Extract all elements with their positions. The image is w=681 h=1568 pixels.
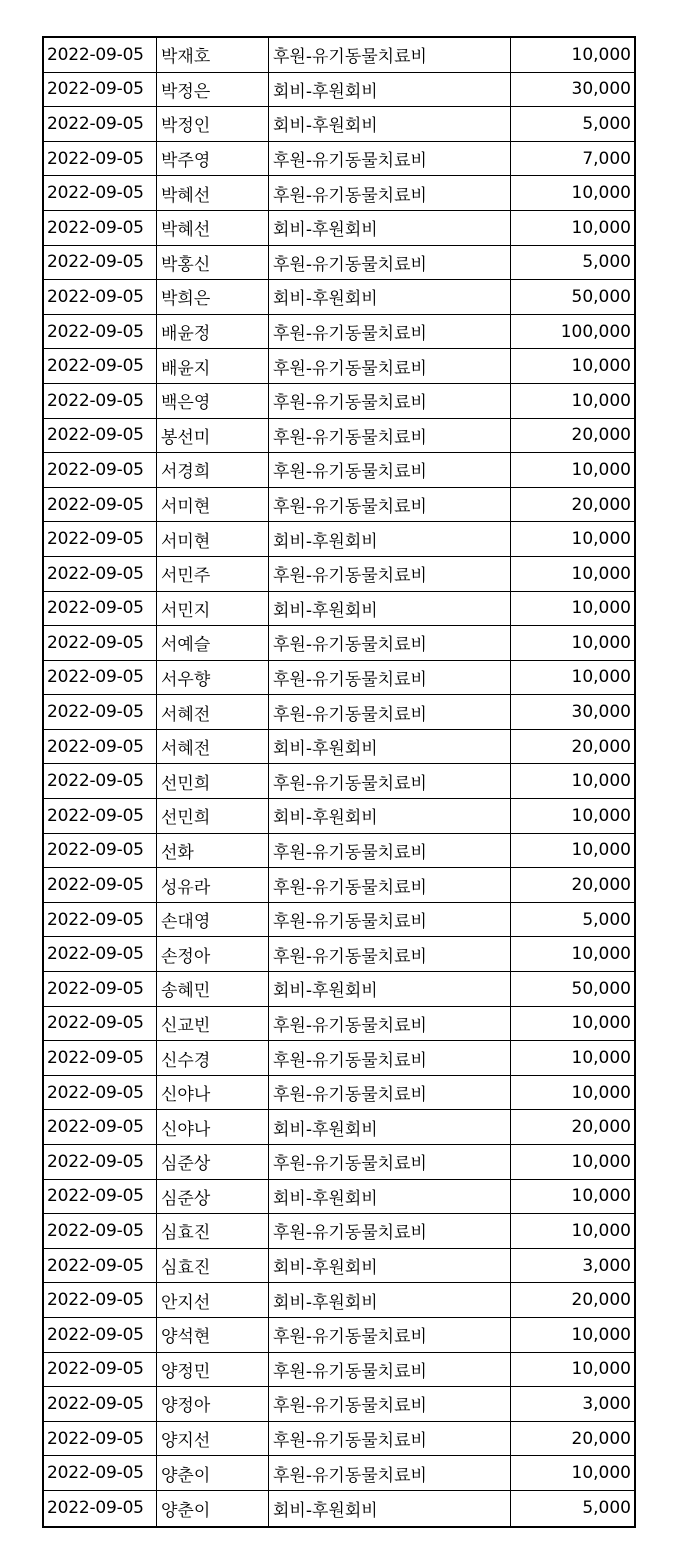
donor-name-cell: 안지선 <box>157 1283 269 1317</box>
date-cell: 2022-09-05 <box>44 1249 157 1283</box>
category-cell: 회비-후원회비 <box>269 1491 511 1526</box>
donor-name-cell: 심준상 <box>157 1145 269 1179</box>
date-cell: 2022-09-05 <box>44 937 157 971</box>
amount-cell: 10,000 <box>571 563 631 584</box>
amount-cell: 20,000 <box>571 1428 631 1449</box>
donor-name-cell: 서미현 <box>157 522 269 556</box>
category-cell: 후원-유기동물치료비 <box>269 384 511 418</box>
date-cell: 2022-09-05 <box>44 349 157 383</box>
category-cell: 후원-유기동물치료비 <box>269 626 511 660</box>
category-cell: 회비-후원회비 <box>269 1249 511 1283</box>
amount-cell: 10,000 <box>571 1324 631 1345</box>
table-row <box>44 1145 634 1180</box>
table-row <box>44 142 634 177</box>
category-cell: 후원-유기동물치료비 <box>269 903 511 937</box>
table-row <box>44 592 634 627</box>
category-cell: 회비-후원회비 <box>269 972 511 1006</box>
donor-name-cell: 양석현 <box>157 1318 269 1352</box>
donor-name-cell: 박정은 <box>157 73 269 107</box>
amount-cell: 7,000 <box>582 148 631 169</box>
table-row <box>44 280 634 315</box>
donor-name-cell: 박재호 <box>157 38 269 72</box>
amount-cell: 10,000 <box>571 1151 631 1172</box>
date-cell: 2022-09-05 <box>44 764 157 798</box>
amount-cell: 10,000 <box>571 1220 631 1241</box>
date-cell: 2022-09-05 <box>44 1145 157 1179</box>
donor-name-cell: 봉선미 <box>157 419 269 453</box>
amount-cell: 5,000 <box>582 1498 631 1519</box>
amount-cell: 50,000 <box>571 978 631 999</box>
date-cell: 2022-09-05 <box>44 384 157 418</box>
category-cell: 후원-유기동물치료비 <box>269 453 511 487</box>
amount-cell: 10,000 <box>571 1013 631 1034</box>
category-cell: 회비-후원회비 <box>269 799 511 833</box>
date-cell: 2022-09-05 <box>44 1076 157 1110</box>
donor-name-cell: 양지선 <box>157 1422 269 1456</box>
amount-cell: 30,000 <box>571 79 631 100</box>
amount-cell: 10,000 <box>571 944 631 965</box>
donor-name-cell: 서민지 <box>157 592 269 626</box>
donor-name-cell: 손대영 <box>157 903 269 937</box>
table-row <box>44 626 634 661</box>
amount-cell: 10,000 <box>571 667 631 688</box>
category-cell: 후원-유기동물치료비 <box>269 557 511 591</box>
amount-cell: 5,000 <box>582 909 631 930</box>
category-cell: 회비-후원회비 <box>269 730 511 764</box>
amount-cell: 10,000 <box>571 805 631 826</box>
category-cell: 회비-후원회비 <box>269 1180 511 1214</box>
date-cell: 2022-09-05 <box>44 280 157 314</box>
donor-name-cell: 서예슬 <box>157 626 269 660</box>
table-row <box>44 730 634 765</box>
date-cell: 2022-09-05 <box>44 73 157 107</box>
category-cell: 후원-유기동물치료비 <box>269 315 511 349</box>
table-row <box>44 1283 634 1318</box>
date-cell: 2022-09-05 <box>44 695 157 729</box>
donor-name-cell: 박희은 <box>157 280 269 314</box>
donor-name-cell: 신야나 <box>157 1076 269 1110</box>
donor-name-cell: 심효진 <box>157 1249 269 1283</box>
table-row <box>44 1249 634 1284</box>
donor-name-cell: 박홍신 <box>157 246 269 280</box>
table-row <box>44 1353 634 1388</box>
table-row <box>44 176 634 211</box>
donor-name-cell: 손정아 <box>157 937 269 971</box>
date-cell: 2022-09-05 <box>44 661 157 695</box>
donor-name-cell: 백은영 <box>157 384 269 418</box>
donor-name-cell: 성유라 <box>157 868 269 902</box>
table-row <box>44 903 634 938</box>
category-cell: 후원-유기동물치료비 <box>269 142 511 176</box>
table-row <box>44 799 634 834</box>
table-row <box>44 453 634 488</box>
donor-name-cell: 선민희 <box>157 764 269 798</box>
category-cell: 후원-유기동물치료비 <box>269 176 511 210</box>
table-row <box>44 349 634 384</box>
table-row <box>44 695 634 730</box>
table-row <box>44 246 634 281</box>
date-cell: 2022-09-05 <box>44 868 157 902</box>
date-cell: 2022-09-05 <box>44 799 157 833</box>
table-row <box>44 384 634 419</box>
table-row <box>44 1422 634 1457</box>
donor-name-cell: 양정민 <box>157 1353 269 1387</box>
amount-cell: 30,000 <box>571 702 631 723</box>
donor-name-cell: 서미현 <box>157 488 269 522</box>
table-row <box>44 488 634 523</box>
category-cell: 후원-유기동물치료비 <box>269 349 511 383</box>
category-cell: 후원-유기동물치료비 <box>269 1007 511 1041</box>
donor-name-cell: 배윤지 <box>157 349 269 383</box>
table-row <box>44 1387 634 1422</box>
date-cell: 2022-09-05 <box>44 1387 157 1421</box>
amount-cell: 50,000 <box>571 286 631 307</box>
date-cell: 2022-09-05 <box>44 557 157 591</box>
date-cell: 2022-09-05 <box>44 730 157 764</box>
table-row <box>44 834 634 869</box>
table-row <box>44 1110 634 1145</box>
category-cell: 후원-유기동물치료비 <box>269 1318 511 1352</box>
table-row <box>44 1076 634 1111</box>
date-cell: 2022-09-05 <box>44 1214 157 1248</box>
table-row <box>44 315 634 350</box>
date-cell: 2022-09-05 <box>44 834 157 868</box>
date-cell: 2022-09-05 <box>44 1007 157 1041</box>
date-cell: 2022-09-05 <box>44 419 157 453</box>
table-row <box>44 661 634 696</box>
category-cell: 회비-후원회비 <box>269 211 511 245</box>
donor-name-cell: 양정아 <box>157 1387 269 1421</box>
category-cell: 후원-유기동물치료비 <box>269 695 511 729</box>
date-cell: 2022-09-05 <box>44 1283 157 1317</box>
date-cell: 2022-09-05 <box>44 453 157 487</box>
category-cell: 후원-유기동물치료비 <box>269 661 511 695</box>
amount-cell: 10,000 <box>571 598 631 619</box>
table-row <box>44 1318 634 1353</box>
date-cell: 2022-09-05 <box>44 176 157 210</box>
table-row <box>44 1180 634 1215</box>
category-cell: 회비-후원회비 <box>269 73 511 107</box>
category-cell: 후원-유기동물치료비 <box>269 1387 511 1421</box>
category-cell: 후원-유기동물치료비 <box>269 488 511 522</box>
amount-cell: 20,000 <box>571 1117 631 1138</box>
date-cell: 2022-09-05 <box>44 246 157 280</box>
table-row <box>44 211 634 246</box>
category-cell: 후원-유기동물치료비 <box>269 419 511 453</box>
category-cell: 후원-유기동물치료비 <box>269 868 511 902</box>
category-cell: 회비-후원회비 <box>269 1283 511 1317</box>
category-cell: 회비-후원회비 <box>269 1110 511 1144</box>
donor-name-cell: 박혜선 <box>157 176 269 210</box>
date-cell: 2022-09-05 <box>44 1422 157 1456</box>
date-cell: 2022-09-05 <box>44 1456 157 1490</box>
category-cell: 후원-유기동물치료비 <box>269 1145 511 1179</box>
date-cell: 2022-09-05 <box>44 1318 157 1352</box>
category-cell: 후원-유기동물치료비 <box>269 246 511 280</box>
donor-name-cell: 서혜전 <box>157 695 269 729</box>
date-cell: 2022-09-05 <box>44 38 157 72</box>
category-cell: 후원-유기동물치료비 <box>269 834 511 868</box>
date-cell: 2022-09-05 <box>44 1110 157 1144</box>
amount-cell: 10,000 <box>571 1186 631 1207</box>
donation-ledger-table <box>42 36 636 1528</box>
table-row <box>44 522 634 557</box>
amount-cell: 10,000 <box>571 1359 631 1380</box>
amount-cell: 10,000 <box>571 356 631 377</box>
amount-cell: 10,000 <box>571 390 631 411</box>
category-cell: 회비-후원회비 <box>269 280 511 314</box>
amount-cell: 20,000 <box>571 494 631 515</box>
category-cell: 회비-후원회비 <box>269 522 511 556</box>
donor-name-cell: 양춘이 <box>157 1491 269 1526</box>
donor-name-cell: 박혜선 <box>157 211 269 245</box>
category-cell: 후원-유기동물치료비 <box>269 937 511 971</box>
table-row <box>44 868 634 903</box>
category-cell: 후원-유기동물치료비 <box>269 1456 511 1490</box>
donor-name-cell: 신수경 <box>157 1041 269 1075</box>
amount-cell: 10,000 <box>571 771 631 792</box>
table-row <box>44 937 634 972</box>
donor-name-cell: 심효진 <box>157 1214 269 1248</box>
donor-name-cell: 서우향 <box>157 661 269 695</box>
amount-cell: 10,000 <box>571 44 631 65</box>
date-cell: 2022-09-05 <box>44 1041 157 1075</box>
date-cell: 2022-09-05 <box>44 626 157 660</box>
donor-name-cell: 양춘이 <box>157 1456 269 1490</box>
donor-name-cell: 서혜전 <box>157 730 269 764</box>
table-row <box>44 73 634 108</box>
date-cell: 2022-09-05 <box>44 142 157 176</box>
date-cell: 2022-09-05 <box>44 592 157 626</box>
category-cell: 회비-후원회비 <box>269 107 511 141</box>
table-row <box>44 1041 634 1076</box>
amount-cell: 20,000 <box>571 425 631 446</box>
amount-cell: 20,000 <box>571 736 631 757</box>
category-cell: 후원-유기동물치료비 <box>269 1041 511 1075</box>
date-cell: 2022-09-05 <box>44 107 157 141</box>
category-cell: 후원-유기동물치료비 <box>269 764 511 798</box>
date-cell: 2022-09-05 <box>44 315 157 349</box>
date-cell: 2022-09-05 <box>44 1353 157 1387</box>
table-row <box>44 1491 634 1526</box>
category-cell: 후원-유기동물치료비 <box>269 38 511 72</box>
amount-cell: 20,000 <box>571 875 631 896</box>
category-cell: 회비-후원회비 <box>269 592 511 626</box>
donor-name-cell: 박주영 <box>157 142 269 176</box>
table-row <box>44 107 634 142</box>
amount-cell: 10,000 <box>571 840 631 861</box>
amount-cell: 20,000 <box>571 1290 631 1311</box>
date-cell: 2022-09-05 <box>44 1491 157 1526</box>
amount-cell: 10,000 <box>571 632 631 653</box>
category-cell: 후원-유기동물치료비 <box>269 1353 511 1387</box>
amount-cell: 5,000 <box>582 252 631 273</box>
date-cell: 2022-09-05 <box>44 903 157 937</box>
amount-cell: 100,000 <box>560 321 631 342</box>
category-cell: 후원-유기동물치료비 <box>269 1076 511 1110</box>
amount-cell: 10,000 <box>571 1463 631 1484</box>
table-row <box>44 1456 634 1491</box>
amount-cell: 5,000 <box>582 113 631 134</box>
donor-name-cell: 신야나 <box>157 1110 269 1144</box>
table-row <box>44 1214 634 1249</box>
amount-cell: 10,000 <box>571 1048 631 1069</box>
category-cell: 후원-유기동물치료비 <box>269 1422 511 1456</box>
amount-cell: 10,000 <box>571 459 631 480</box>
donor-name-cell: 서민주 <box>157 557 269 591</box>
table-row <box>44 972 634 1007</box>
amount-cell: 3,000 <box>582 1255 631 1276</box>
date-cell: 2022-09-05 <box>44 488 157 522</box>
donor-name-cell: 선화 <box>157 834 269 868</box>
date-cell: 2022-09-05 <box>44 972 157 1006</box>
amount-cell: 10,000 <box>571 183 631 204</box>
donor-name-cell: 박정인 <box>157 107 269 141</box>
amount-cell: 10,000 <box>571 217 631 238</box>
table-row <box>44 419 634 454</box>
table-row <box>44 1007 634 1042</box>
table-row <box>44 38 634 73</box>
donor-name-cell: 선민희 <box>157 799 269 833</box>
donor-name-cell: 배윤정 <box>157 315 269 349</box>
amount-cell: 10,000 <box>571 529 631 550</box>
donor-name-cell: 송혜민 <box>157 972 269 1006</box>
table-row <box>44 557 634 592</box>
donor-name-cell: 신교빈 <box>157 1007 269 1041</box>
amount-cell: 3,000 <box>582 1393 631 1414</box>
donor-name-cell: 서경희 <box>157 453 269 487</box>
amount-cell: 10,000 <box>571 1082 631 1103</box>
date-cell: 2022-09-05 <box>44 1180 157 1214</box>
date-cell: 2022-09-05 <box>44 522 157 556</box>
date-cell: 2022-09-05 <box>44 211 157 245</box>
category-cell: 후원-유기동물치료비 <box>269 1214 511 1248</box>
table-row <box>44 764 634 799</box>
donor-name-cell: 심준상 <box>157 1180 269 1214</box>
